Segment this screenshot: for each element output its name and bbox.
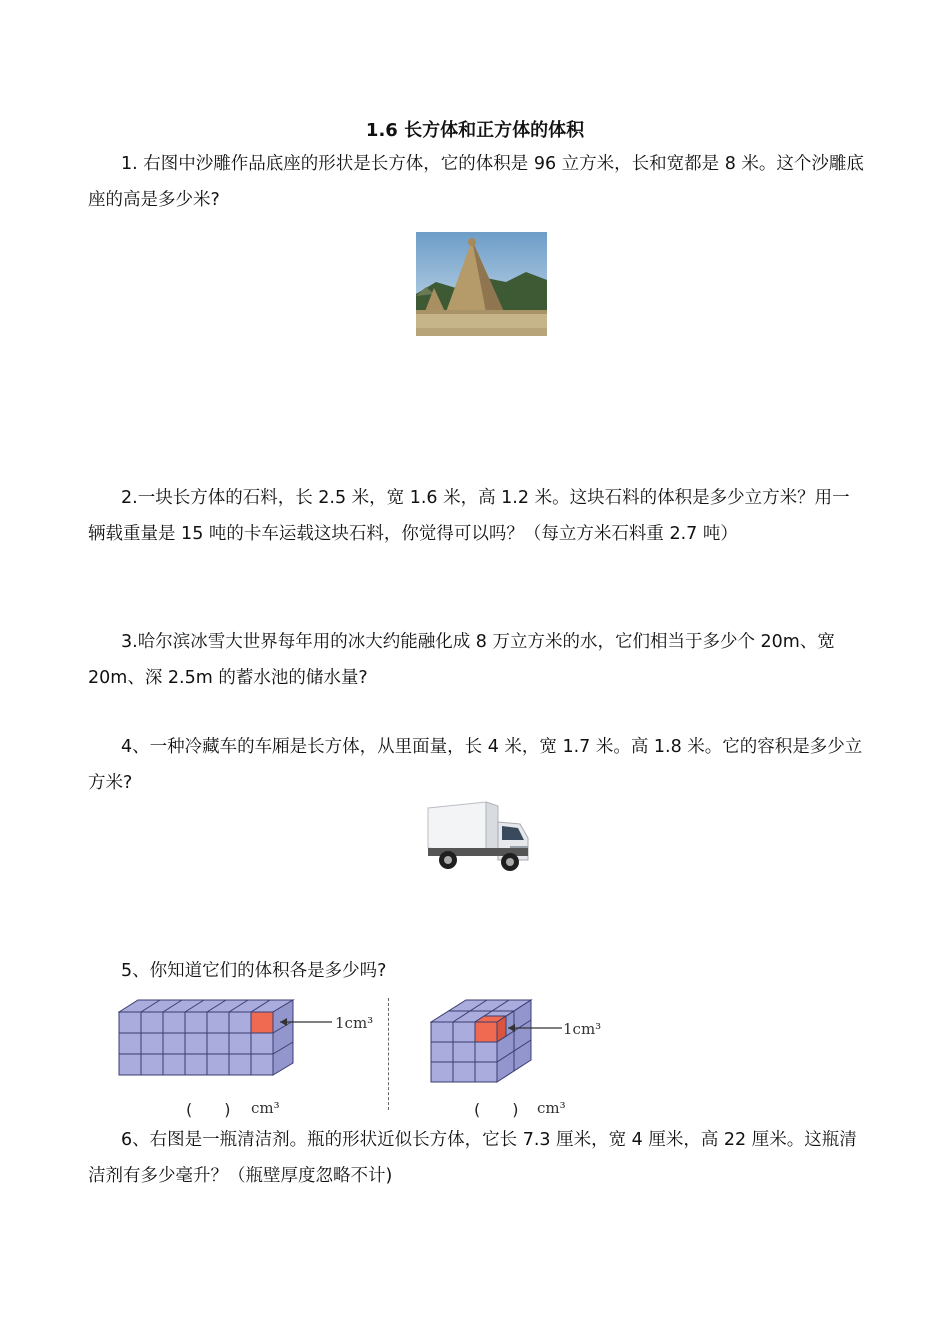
unit-label-left: 1cm³ [335,1014,374,1032]
question-4: 4、一种冷藏车的车厢是长方体，从里面量，长 4 米，宽 1.7 米。高 1.8 米。它的容积是多少立方米? [88,737,863,793]
question-6: 6、右图是一瓶清洁剂。瓶的形状近似长方体，它长 7.3 厘米，宽 4 厘米，高 22 厘米。这瓶清洁剂有多少毫升？（瓶壁厚度忽略不计) [88,1130,857,1186]
arrow-right [508,1022,564,1036]
cuboid-figure-left [118,998,298,1078]
unit-label-right: 1cm³ [563,1020,602,1038]
unit-cube-highlight-right [475,1022,497,1042]
unit-cube-highlight [251,1012,273,1033]
question-2: 2.一块长方体的石料，长 2.5 米，宽 1.6 米，高 1.2 米。这块石料的体积是多少立方米？用一辆载重量是 15 吨的卡车运载这块石料，你觉得可以吗？（每立方米石料重 2.7 吨） [88,488,850,544]
page-title: 1.6 长方体和正方体的体积 [365,120,585,141]
question-3: 3.哈尔滨冰雪大世界每年用的冰大约能融化成 8 万立方米的水，它们相当于多少个 20m、宽 20m、深 2.5m 的蓄水池的储水量? [88,632,835,688]
answer-blank-right[interactable]: ( ) [474,1100,519,1119]
arrow-left [280,1016,335,1030]
answer-unit-left: cm³ [251,1099,280,1117]
refrigerated-truck-image [424,800,534,874]
sand-sculpture-image [416,232,547,336]
divider-line [388,998,389,1110]
question-1: 1. 右图中沙雕作品底座的形状是长方体，它的体积是 96 立方米，长和宽都是 8 米。这个沙雕底座的高是多少米? [88,154,864,210]
answer-blank-left[interactable]: ( ) [186,1100,231,1119]
cuboid-figure-right [430,998,540,1086]
question-5: 5、你知道它们的体积各是多少吗? [121,961,387,981]
answer-unit-right: cm³ [537,1099,566,1117]
